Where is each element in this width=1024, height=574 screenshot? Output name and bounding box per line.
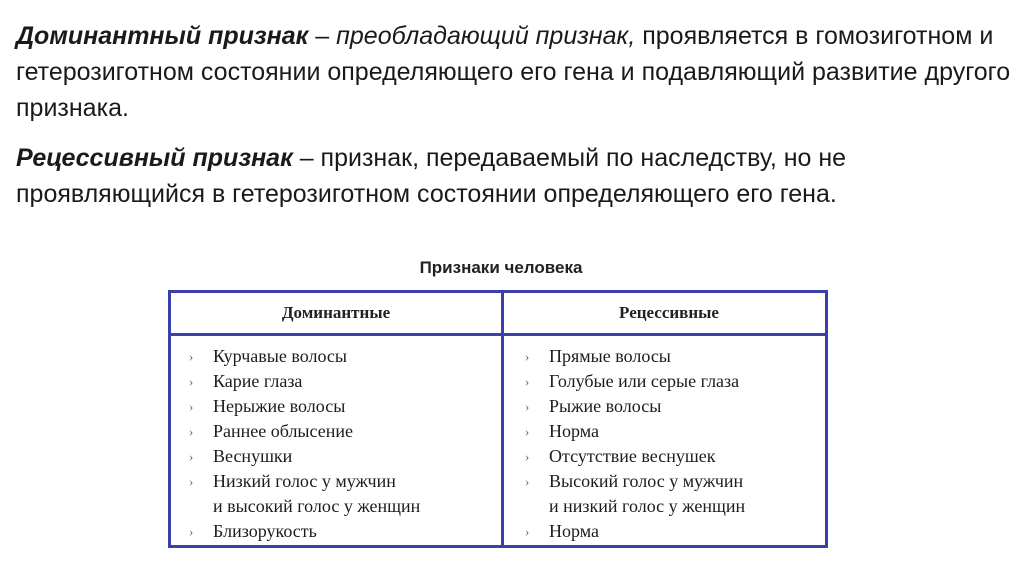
trait-label: Высокий голос у мужчин [549,471,744,491]
trait-item [185,444,495,469]
dominant-term: Доминантный признак [16,22,309,50]
trait-label: и высокий голос у женщин [213,496,421,516]
dominant-traits-list [185,344,495,544]
trait-label: Отсутствие веснушек [549,446,716,466]
dominant-column-header: Доминантные [281,303,391,322]
trait-item [185,369,495,394]
bullet-icon: › [189,524,194,539]
traits-figure [166,254,836,554]
bullet-icon: › [189,449,194,464]
trait-item [521,519,821,544]
trait-item [521,469,821,494]
trait-label: Прямые волосы [549,346,671,366]
bullet-icon: › [525,474,530,489]
bullet-icon: › [525,524,530,539]
bullet-icon: › [189,374,194,389]
header-divider [171,333,825,336]
trait-label: Нерыжие волосы [213,396,346,416]
trait-item [521,444,821,469]
column-divider [501,293,504,545]
traits-table [168,290,828,548]
trait-label: Раннее облысение [213,421,353,441]
bullet-icon: › [189,349,194,364]
table-title: Признаки человека [419,258,583,277]
bullet-icon: › [525,449,530,464]
trait-label: Веснушки [213,446,293,466]
bullet-icon: › [189,424,194,439]
trait-item [521,369,821,394]
trait-label: Рыжие волосы [549,396,662,416]
dominant-definition [16,18,1016,126]
trait-item [185,419,495,444]
dominant-italic-definition: преобладающий признак, [336,22,636,50]
bullet-icon: › [525,374,530,389]
dominant-definition-text: проявляется в гомозиготном и гетерозиготном состоянии определяющего его гена и подавляющий развитие другого признака. [16,22,1011,122]
trait-label: Курчавые волосы [213,346,347,366]
bullet-icon: › [525,399,530,414]
bullet-icon: › [189,474,194,489]
trait-item [521,494,821,519]
bullet-icon: › [189,399,194,414]
trait-item [185,394,495,419]
trait-item [185,469,495,494]
recessive-traits-list [521,344,821,544]
trait-item [185,519,495,544]
dominant-dash: – [308,22,337,50]
recessive-definition [16,140,1016,212]
trait-label: и низкий голос у женщин [549,496,746,516]
trait-item [521,344,821,369]
trait-label: Карие глаза [213,371,303,391]
trait-label: Норма [549,421,599,441]
trait-item [521,419,821,444]
recessive-dash: – [292,144,321,172]
recessive-column-header: Рецессивные [619,303,719,322]
trait-label: Норма [549,521,599,541]
trait-label: Низкий голос у мужчин [213,471,396,491]
trait-item [521,394,821,419]
recessive-definition-text: признак, передаваемый по наследству, но не проявляющийся в гетерозиготном состоянии определяющего его гена. [16,144,847,208]
bullet-icon: › [525,424,530,439]
trait-label: Голубые или серые глаза [549,371,740,391]
trait-item [185,344,495,369]
recessive-term: Рецессивный признак [16,144,293,172]
trait-item [185,494,495,519]
trait-label: Близорукость [213,521,317,541]
bullet-icon: › [525,349,530,364]
